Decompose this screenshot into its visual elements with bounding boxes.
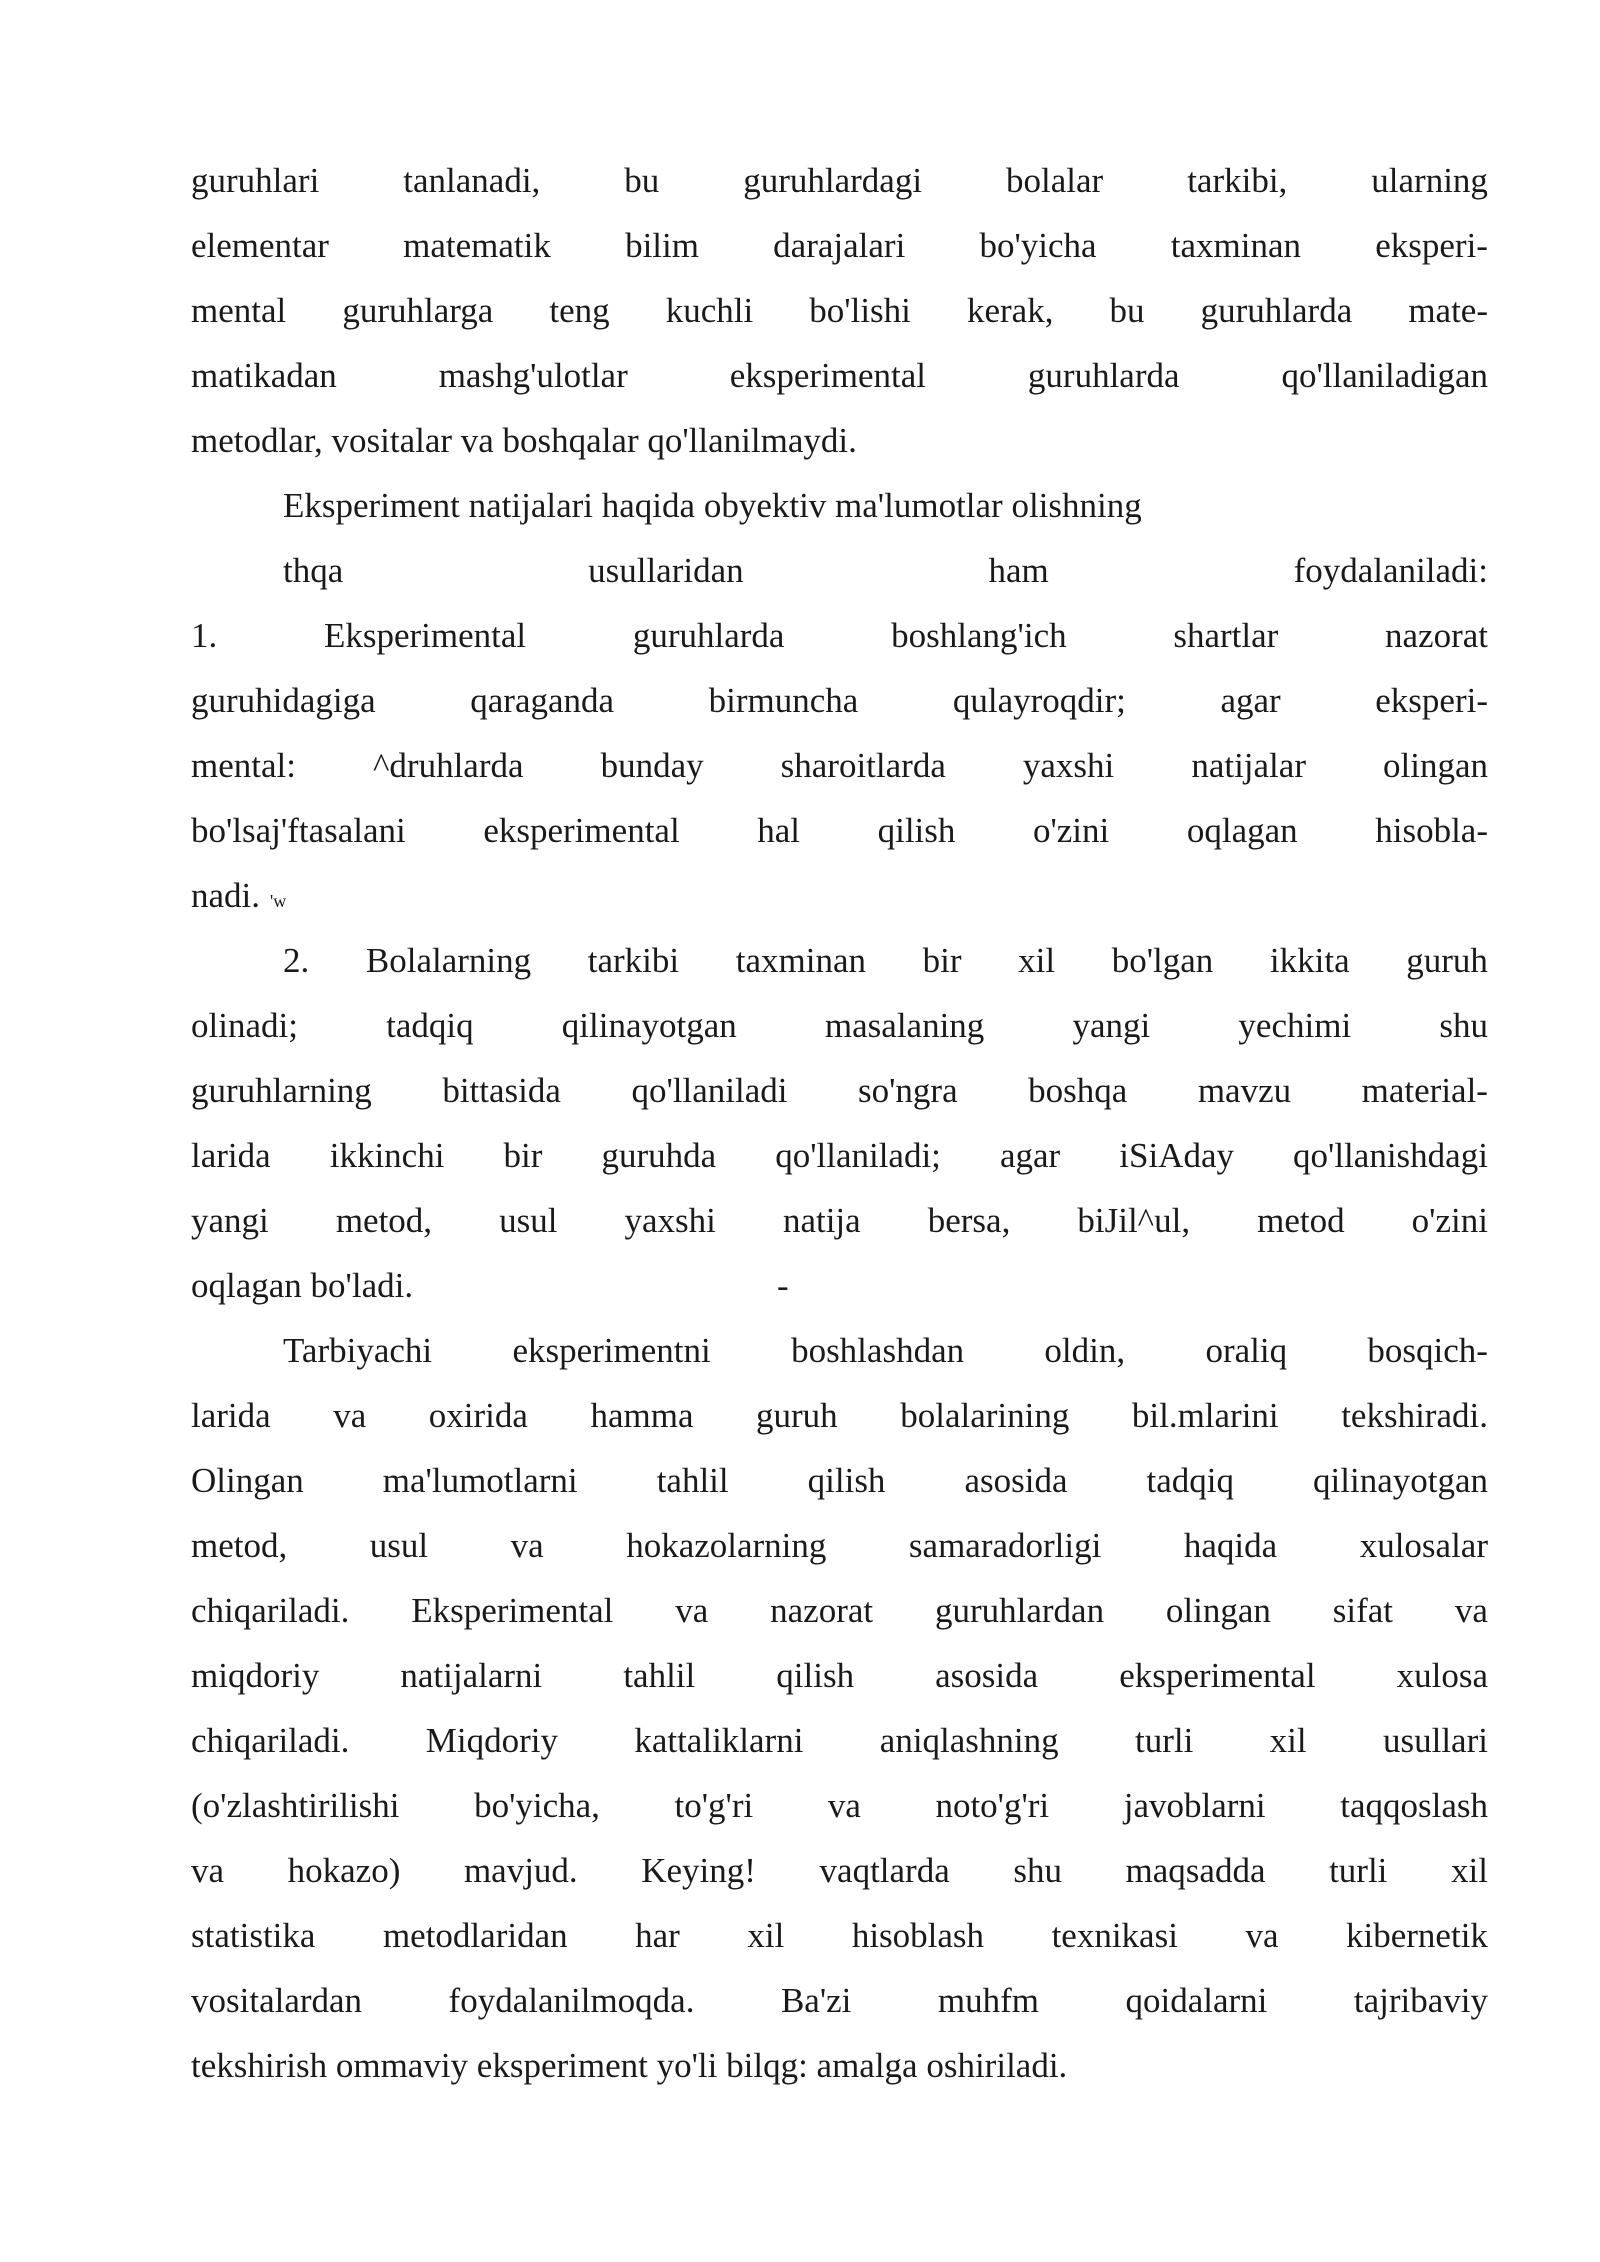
word: yechimi xyxy=(1238,1006,1352,1045)
word: hisoblash xyxy=(851,1916,985,1955)
word: hisobla- xyxy=(1375,811,1488,850)
word: chiqariladi. xyxy=(191,1721,350,1760)
text-line xyxy=(191,668,1488,733)
word: qilinayotgan xyxy=(1313,1461,1488,1500)
text-line xyxy=(191,1773,1488,1838)
word: guruhda xyxy=(601,1136,717,1175)
text-line xyxy=(191,1448,1488,1513)
word: eksperimental xyxy=(729,356,926,395)
word: foydalaniladi: xyxy=(1293,551,1488,590)
word: matikadan xyxy=(191,356,337,395)
word: Eksperimental xyxy=(323,616,527,655)
word: qilish xyxy=(877,811,956,850)
word: yaxshi xyxy=(624,1201,716,1240)
body-text xyxy=(191,148,1488,2098)
word: bo'lishi xyxy=(809,291,911,330)
word: texnikasi xyxy=(1051,1916,1178,1955)
word: taqqoslash xyxy=(1340,1786,1488,1825)
word: thqa xyxy=(283,551,344,590)
word: guruhlarda xyxy=(1027,356,1180,395)
word: turli xyxy=(1329,1851,1388,1890)
word: tahlil xyxy=(623,1656,696,1695)
word: bo'yicha xyxy=(979,226,1097,265)
word: tarkibi xyxy=(587,941,680,980)
word: ularning xyxy=(1371,161,1488,200)
word: va xyxy=(333,1396,367,1435)
word: noto'g'ri xyxy=(935,1786,1050,1825)
word: bo'lsaj'ftasalani xyxy=(191,811,406,850)
word: aniqlashning xyxy=(879,1721,1059,1760)
word: tanlanadi, xyxy=(403,161,541,200)
text-line xyxy=(191,993,1488,1058)
text-line xyxy=(191,1903,1488,1968)
word: javoblarni xyxy=(1123,1786,1266,1825)
word: shartlar xyxy=(1173,616,1279,655)
word: 1. xyxy=(191,616,218,655)
word: sharoitlarda xyxy=(780,746,946,785)
word: 2. xyxy=(283,941,310,980)
word: chiqariladi. xyxy=(191,1591,350,1630)
word: Eksperiment natijalari haqida obyektiv ma'lumotlar olishning xyxy=(283,486,1142,525)
word: natija xyxy=(782,1201,861,1240)
word: usullari xyxy=(1382,1721,1488,1760)
word: olingan xyxy=(1383,746,1488,785)
word: boshqa xyxy=(1028,1071,1128,1110)
word: tajribaviy xyxy=(1353,1981,1488,2020)
word: ma'lumotlarni xyxy=(382,1461,578,1500)
word: va xyxy=(191,1851,225,1890)
word: metodlaridan xyxy=(382,1916,568,1955)
word: bolalarining xyxy=(900,1396,1070,1435)
word: eksperimental xyxy=(1119,1656,1316,1695)
word: hal xyxy=(757,811,801,850)
word: eksperi- xyxy=(1375,681,1488,720)
word: mavjud. xyxy=(463,1851,578,1890)
text-line xyxy=(191,1383,1488,1448)
word: shu xyxy=(1013,1851,1062,1890)
word: iSiAday xyxy=(1119,1136,1234,1175)
word: oxirida xyxy=(428,1396,528,1435)
word: kuchli xyxy=(665,291,754,330)
text-line xyxy=(191,1968,1488,2033)
word: bir xyxy=(922,941,962,980)
word: mavzu xyxy=(1197,1071,1292,1110)
text-line xyxy=(191,733,1488,798)
word: asosida xyxy=(935,1656,1039,1695)
word: bo'lgan xyxy=(1111,941,1214,980)
word: biJil^ul, xyxy=(1077,1201,1191,1240)
word: eksperi- xyxy=(1375,226,1488,265)
word: va xyxy=(1454,1591,1488,1630)
word: (o'zlashtirilishi xyxy=(191,1786,400,1825)
word: shu xyxy=(1439,1006,1488,1045)
word: elementar xyxy=(191,226,329,265)
word: mental: xyxy=(191,746,296,785)
word: to'g'ri xyxy=(674,1786,754,1825)
word: maqsadda xyxy=(1125,1851,1266,1890)
text-line xyxy=(191,408,1488,473)
word: haqida xyxy=(1183,1526,1278,1565)
word: nadi. xyxy=(191,876,261,915)
word: kattaliklarni xyxy=(634,1721,804,1760)
text-line xyxy=(191,213,1488,278)
word: mental xyxy=(191,291,287,330)
word: qilish xyxy=(776,1656,855,1695)
word: yangi xyxy=(1072,1006,1151,1045)
word: yaxshi xyxy=(1022,746,1115,785)
text-line xyxy=(191,1058,1488,1123)
text-line xyxy=(191,1578,1488,1643)
word: va xyxy=(1245,1916,1279,1955)
word: asosida xyxy=(964,1461,1068,1500)
text-line xyxy=(191,148,1488,213)
word: boshlashdan xyxy=(791,1331,965,1370)
text-line xyxy=(191,538,1488,603)
word: bu xyxy=(624,161,660,200)
word: usullaridan xyxy=(588,551,744,590)
word: ham xyxy=(988,551,1049,590)
word: Bolalarning xyxy=(365,941,532,980)
word: xil xyxy=(1450,1851,1488,1890)
word: bil.mlarini xyxy=(1131,1396,1279,1435)
word: muhfm xyxy=(937,1981,1039,2020)
word: bilim xyxy=(625,226,699,265)
word: ikkita xyxy=(1269,941,1350,980)
word: tekshiradi. xyxy=(1341,1396,1488,1435)
word: guruhidagiga xyxy=(191,681,376,720)
word: Tarbiyachi xyxy=(283,1331,433,1370)
word: yangi xyxy=(191,1201,269,1240)
text-line xyxy=(191,1318,1488,1383)
word: xil xyxy=(1269,1721,1307,1760)
word: metodlar, vositalar va boshqalar qo'llanilmaydi. xyxy=(191,421,857,460)
text-line xyxy=(191,1188,1488,1253)
word: bir xyxy=(503,1136,543,1175)
word: bo'yicha, xyxy=(474,1786,600,1825)
word: larida xyxy=(191,1396,271,1435)
word: vaqtlarda xyxy=(819,1851,950,1890)
word: qilish xyxy=(807,1461,886,1500)
word: xulosalar xyxy=(1359,1526,1488,1565)
word: metod, xyxy=(335,1201,433,1240)
word: guruh xyxy=(1406,941,1488,980)
word: oqlagan xyxy=(1186,811,1298,850)
word: matematik xyxy=(403,226,551,265)
word: Eksperimental xyxy=(411,1591,614,1630)
word: larida xyxy=(191,1136,271,1175)
word: eksperimentni xyxy=(512,1331,711,1370)
word: so'ngra xyxy=(857,1071,958,1110)
word: o'zini xyxy=(1411,1201,1488,1240)
text-line xyxy=(191,1643,1488,1708)
text-line xyxy=(191,1838,1488,1903)
word: birmuncha xyxy=(708,681,859,720)
word: guruhlardan xyxy=(934,1591,1105,1630)
word: guruhlarga xyxy=(342,291,494,330)
word: teng xyxy=(549,291,610,330)
word: xulosa xyxy=(1396,1656,1488,1695)
word: eksperimental xyxy=(483,811,680,850)
word: bu xyxy=(1109,291,1145,330)
word: usul xyxy=(369,1526,429,1565)
word: statistika xyxy=(191,1916,316,1955)
word: qo'llaniladigan xyxy=(1281,356,1488,395)
word: bosqich- xyxy=(1367,1331,1488,1370)
word: guruhlari xyxy=(191,161,320,200)
word: o'zini xyxy=(1032,811,1110,850)
word: kerak, xyxy=(966,291,1054,330)
word: qo'llanishdagi xyxy=(1293,1136,1488,1175)
word: Ba'zi xyxy=(780,1981,852,2020)
stray-dash: - xyxy=(777,1266,789,1305)
word: bersa, xyxy=(927,1201,1011,1240)
word: qo'llaniladi xyxy=(631,1071,788,1110)
word: boshlang'ich xyxy=(891,616,1067,655)
text-line xyxy=(191,343,1488,408)
word: nazorat xyxy=(770,1591,874,1630)
word: tekshirish ommaviy eksperiment yo'li bilqg: amalga oshiriladi. xyxy=(191,2046,1068,2085)
word: tarkibi, xyxy=(1187,161,1288,200)
word: guruhlarning xyxy=(191,1071,372,1110)
word: samaradorligi xyxy=(908,1526,1102,1565)
word: oraliq xyxy=(1205,1331,1288,1370)
word: qulayroqdir; xyxy=(952,681,1126,720)
word: vositalardan xyxy=(191,1981,363,2020)
word: tadqiq xyxy=(1146,1461,1234,1500)
text-line xyxy=(191,1253,1488,1318)
word: bittasida xyxy=(442,1071,561,1110)
word: oldin, xyxy=(1044,1331,1126,1370)
word: va xyxy=(675,1591,709,1630)
word: sifat xyxy=(1332,1591,1394,1630)
word: nazorat xyxy=(1385,616,1488,655)
word: agar xyxy=(999,1136,1061,1175)
word: va xyxy=(510,1526,544,1565)
word: Olingan xyxy=(191,1461,304,1500)
word: agar xyxy=(1220,681,1281,720)
text-line xyxy=(191,2033,1488,2098)
text-line xyxy=(191,798,1488,863)
text-line xyxy=(191,1123,1488,1188)
word: qoidalarni xyxy=(1125,1981,1268,2020)
word: har xyxy=(635,1916,680,1955)
word: taxminan xyxy=(1170,226,1302,265)
word: qilinayotgan xyxy=(561,1006,737,1045)
text-line xyxy=(191,928,1488,993)
word: tadqiq xyxy=(386,1006,474,1045)
word: Miqdoriy xyxy=(425,1721,558,1760)
word: oqlagan bo'ladi. xyxy=(191,1266,414,1305)
text-line xyxy=(191,1513,1488,1578)
text-line xyxy=(191,473,1488,538)
word: ikkinchi xyxy=(329,1136,445,1175)
word: qaraganda xyxy=(470,681,615,720)
word: taxminan xyxy=(735,941,866,980)
word: qo'llaniladi; xyxy=(775,1136,941,1175)
word: guruhlarda xyxy=(1200,291,1353,330)
word: masalaning xyxy=(824,1006,985,1045)
word: mate- xyxy=(1408,291,1488,330)
word: xil xyxy=(747,1916,785,1955)
word: miqdoriy xyxy=(191,1656,320,1695)
word: metod xyxy=(1257,1201,1345,1240)
word: guruhlarda xyxy=(632,616,785,655)
word: olinadi; xyxy=(191,1006,298,1045)
word: guruh xyxy=(756,1396,838,1435)
word: natijalar xyxy=(1191,746,1306,785)
word: mashg'ulotlar xyxy=(438,356,628,395)
word: natijalarni xyxy=(400,1656,543,1695)
word: hokazo) xyxy=(287,1851,401,1890)
word: hokazolarning xyxy=(626,1526,827,1565)
word: turli xyxy=(1135,1721,1194,1760)
word: bolalar xyxy=(1006,161,1104,200)
word: xil xyxy=(1018,941,1056,980)
word: metod, xyxy=(191,1526,288,1565)
word: Keying! xyxy=(641,1851,756,1890)
word: va xyxy=(827,1786,861,1825)
word: olingan xyxy=(1165,1591,1271,1630)
word: guruhlardagi xyxy=(743,161,923,200)
word: foydalanilmoqda. xyxy=(448,1981,695,2020)
word: usul xyxy=(499,1201,558,1240)
word: bunday xyxy=(600,746,704,785)
text-line: nadi. 'w xyxy=(191,863,1488,928)
text-line xyxy=(191,278,1488,343)
text-line xyxy=(191,1708,1488,1773)
word: kibernetik xyxy=(1346,1916,1488,1955)
word: ^druhlarda xyxy=(373,746,524,785)
word: hamma xyxy=(590,1396,694,1435)
text-line xyxy=(191,603,1488,668)
word: material- xyxy=(1361,1071,1488,1110)
word: darajalari xyxy=(773,226,906,265)
word: tahlil xyxy=(656,1461,729,1500)
